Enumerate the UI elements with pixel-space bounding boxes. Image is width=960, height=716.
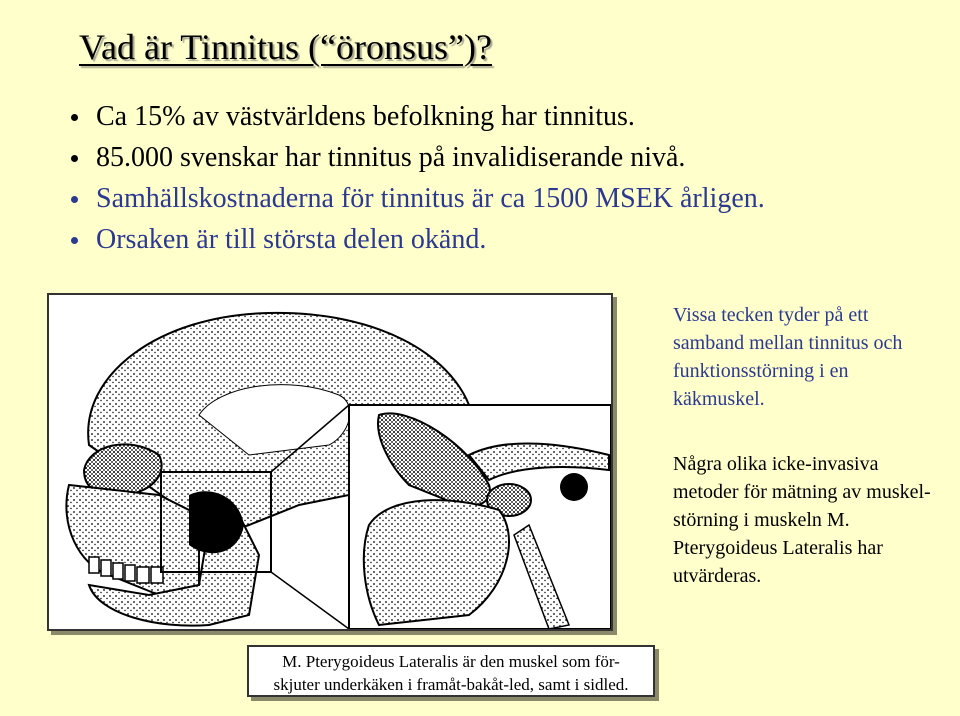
caption-line-1: M. Pterygoideus Lateralis är den muskel som för- [282,652,620,671]
caption-line-2: skjuter underkäken i framåt-bakåt-led, samt i sidled. [273,675,629,694]
side-text-evidence: Vissa tecken tyder på ett samband mellan tinnitus och funktionsstörning i en käkmuskel. [673,304,903,410]
bullet-text: 85.000 svenskar har tinnitus på invalidiserande nivå. [96,142,686,173]
bullet-item [68,137,765,178]
bullet-dot-icon [71,155,78,162]
bullet-item [68,96,765,137]
slide-title: Vad är Tinnitus (“öronsus”)? [79,27,492,67]
bullet-list [68,96,765,260]
skull-illustration [47,293,613,631]
bullet-dot-icon [71,196,78,203]
side-text-methods: Några olika icke-invasiva metoder för mätning av muskel-störning i muskeln M. Pterygoideus Lateralis har utvärderas. [673,453,931,587]
figure-caption [247,645,655,697]
bullet-item [68,219,765,260]
bullet-text: Samhällskostnaderna för tinnitus är ca 1500 MSEK årligen. [96,183,765,214]
bullet-dot-icon [71,237,78,244]
bullet-dot-icon [71,114,78,121]
bullet-text: Orsaken är till största delen okänd. [96,224,487,255]
bullet-item [68,178,765,219]
skull-drawing [49,295,611,629]
title-wrap [79,26,492,68]
bullet-text: Ca 15% av västvärldens befolkning har tinnitus. [96,101,635,132]
